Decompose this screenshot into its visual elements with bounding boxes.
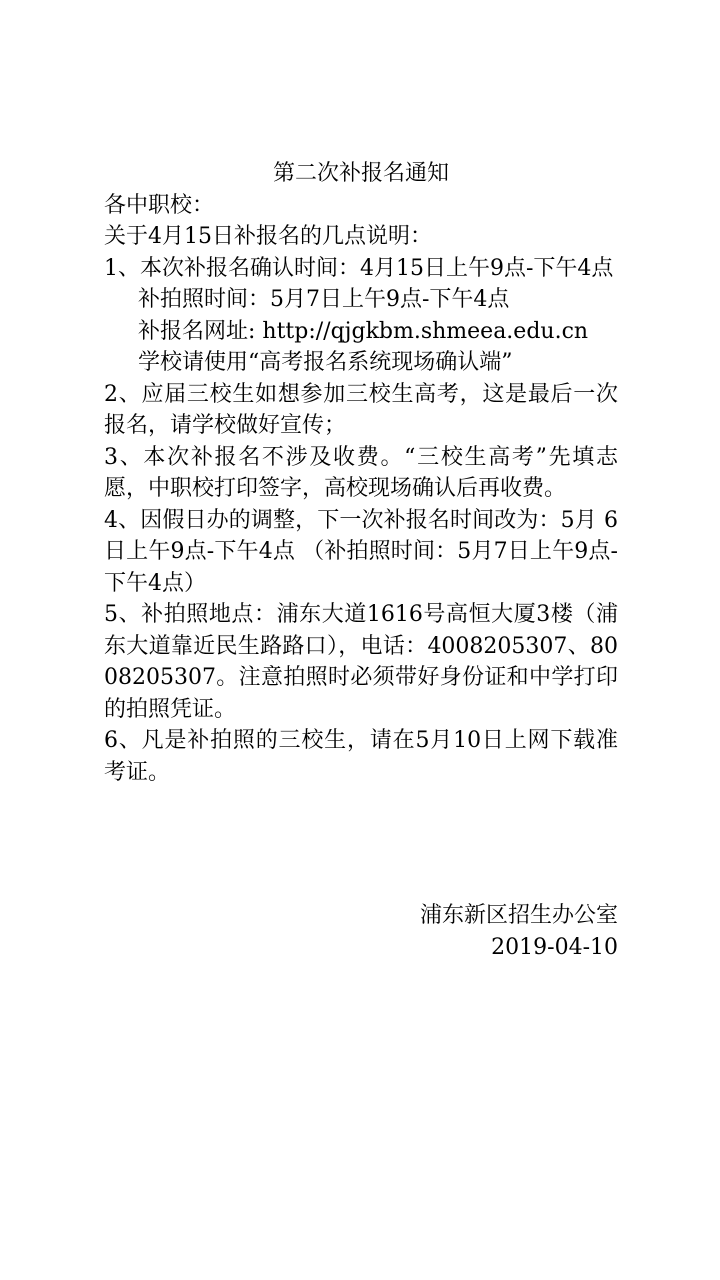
item-1-confirm-time: 1、本次补报名确认时间：4月15日上午9点-下午4点 <box>104 255 614 281</box>
intro-line: 关于4月15日补报名的几点说明： <box>104 224 432 249</box>
issuing-office: 浦东新区招生办公室 <box>419 903 618 928</box>
item-5-photo-location: 5、补拍照地点：浦东大道1616号高恒大厦3楼（浦东大道靠近民生路路口），电话：4008205307、8008205307。注意拍照时必须带好身份证和中学打印的拍照凭证。 <box>104 602 618 722</box>
item-6-admission-ticket: 6、凡是补拍照的三校生，请在5月10日上网下载准考证。 <box>104 728 618 785</box>
signature-block <box>420 900 618 963</box>
item-1-photo-time: 补拍照时间：5月7日上午9点-下午4点 <box>138 287 510 312</box>
notice-title: 第二次补报名通知 <box>272 161 449 186</box>
salutation: 各中职校： <box>104 192 215 218</box>
item-1-website: 补报名网址: http://qjgkbm.shmeea.edu.cn <box>138 318 589 344</box>
notice-document <box>104 158 618 788</box>
item-4-schedule-change: 4、因假日办的调整，下一次补报名时间改为：5月 6日上午9点-下午4点 （补拍照时间：5月7日上午9点-下午4点） <box>104 507 618 596</box>
item-2-last-registration: 2、应届三校生如想参加三校生高考，这是最后一次报名，请学校做好宣传； <box>104 381 618 438</box>
item-1-system-note: 学校请使用“高考报名系统现场确认端” <box>138 350 513 375</box>
item-3-fees: 3、本次补报名不涉及收费。“三校生高考”先填志愿，中职校打印签字，高校现场确认后再收费。 <box>104 444 618 501</box>
issue-date: 2019-04-10 <box>491 934 618 960</box>
